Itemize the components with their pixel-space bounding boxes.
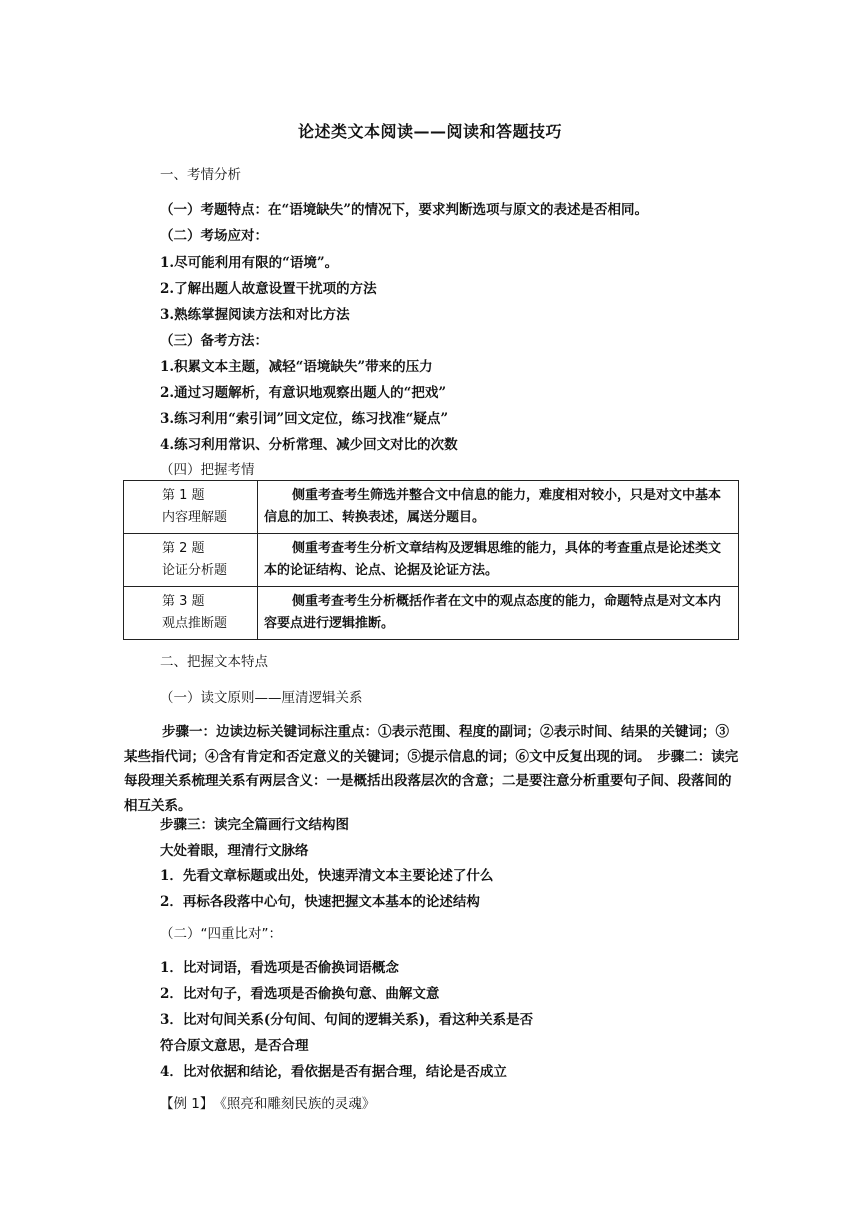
reading-steps-paragraph: 步骤一：边读边标关键词标注重点：①表示范围、程度的副词；②表示时间、结果的关键词；③某些指代词；④含有肯定和否定意义的关键词；⑤提示信息的词；⑥文中反复出现的词。 步骤二：读完每段理关系梳理关系有两层含义：一是概括出段落层次的含意；二是要注意分析重要句子间、段落间的相互关系。 <box>124 724 739 814</box>
question-cell <box>124 587 258 640</box>
step-three-sub: 大处着眼，理清行文脉络 <box>160 843 309 859</box>
table-row <box>124 587 739 640</box>
exam-table <box>123 480 739 640</box>
question-number: 第 2 题 <box>162 541 205 556</box>
exam-response-heading: （二）考场应对： <box>160 228 268 244</box>
question-type: 观点推断题 <box>162 616 228 631</box>
question-description: 侧重考查考生分析文章结构及逻辑思维的能力，具体的考查重点是论述类文本的论证结构、论点、论据及论证方法。 <box>258 534 739 587</box>
question-number: 第 3 题 <box>162 594 205 609</box>
example-title: 【例 1】 《照亮和雕刻民族的灵魂》 <box>160 1096 376 1112</box>
question-cell <box>124 481 258 534</box>
comparison-item: 4．比对依据和结论，看依据是否有据合理，结论是否成立 <box>160 1064 507 1080</box>
exam-features: （一）考题特点：在“语境缺失”的情况下，要求判断选项与原文的表述是否相同。 <box>160 202 649 218</box>
reading-principle: （一）读文原则——厘清逻辑关系 <box>160 690 363 706</box>
table-row <box>124 481 739 534</box>
exam-response-item: 1.尽可能利用有限的“语境”。 <box>160 255 339 271</box>
question-description: 侧重考查考生分析概括作者在文中的观点态度的能力，命题特点是对文本内容要点进行逻辑推断。 <box>258 587 739 640</box>
section1-heading: 一、考情分析 <box>160 167 241 183</box>
document-title: 论述类文本阅读——阅读和答题技巧 <box>297 122 562 141</box>
prep-method-item: 2.通过习题解析，有意识地观察出题人的“把戏” <box>160 385 447 401</box>
question-cell <box>124 534 258 587</box>
grasp-exam-heading: （四）把握考情 <box>160 462 255 478</box>
question-number: 第 1 题 <box>162 488 205 503</box>
exam-response-item: 3.熟练掌握阅读方法和对比方法 <box>160 307 350 323</box>
step-three-item: 1．先看文章标题或出处，快速弄清文本主要论述了什么 <box>160 868 494 884</box>
step-three: 步骤三：读完全篇画行文结构图 <box>160 817 349 833</box>
comparison-item: 2．比对句子，看选项是否偷换句意、曲解文意 <box>160 986 440 1002</box>
prep-method-item: 4.练习利用常识、分析常理、减少回文对比的次数 <box>160 437 458 453</box>
four-comparisons-heading: （二）“四重比对”： <box>160 926 282 942</box>
table-row <box>124 534 739 587</box>
comparison-item: 符合原文意思，是否合理 <box>160 1038 309 1054</box>
step-three-item: 2．再标各段落中心句，快速把握文本基本的论述结构 <box>160 894 480 910</box>
question-description: 侧重考查考生筛选并整合文中信息的能力，难度相对较小，只是对文中基本信息的加工、转换表述，属送分题目。 <box>258 481 739 534</box>
prep-method-item: 3.练习利用“索引词”回文定位，练习找准“疑点” <box>160 411 449 427</box>
prep-method-heading: （三）备考方法： <box>160 333 268 349</box>
question-type: 内容理解题 <box>162 510 228 525</box>
prep-method-item: 1.积累文本主题，减轻“语境缺失”带来的压力 <box>160 359 433 375</box>
section2-heading: 二、把握文本特点 <box>160 654 268 670</box>
question-type: 论证分析题 <box>162 563 228 578</box>
comparison-item: 1．比对词语，看选项是否偷换词语概念 <box>160 960 399 976</box>
comparison-item: 3．比对句间关系(分句间、句间的逻辑关系)，看这种关系是否 <box>160 1012 534 1028</box>
exam-response-item: 2.了解出题人故意设置干扰项的方法 <box>160 281 377 297</box>
